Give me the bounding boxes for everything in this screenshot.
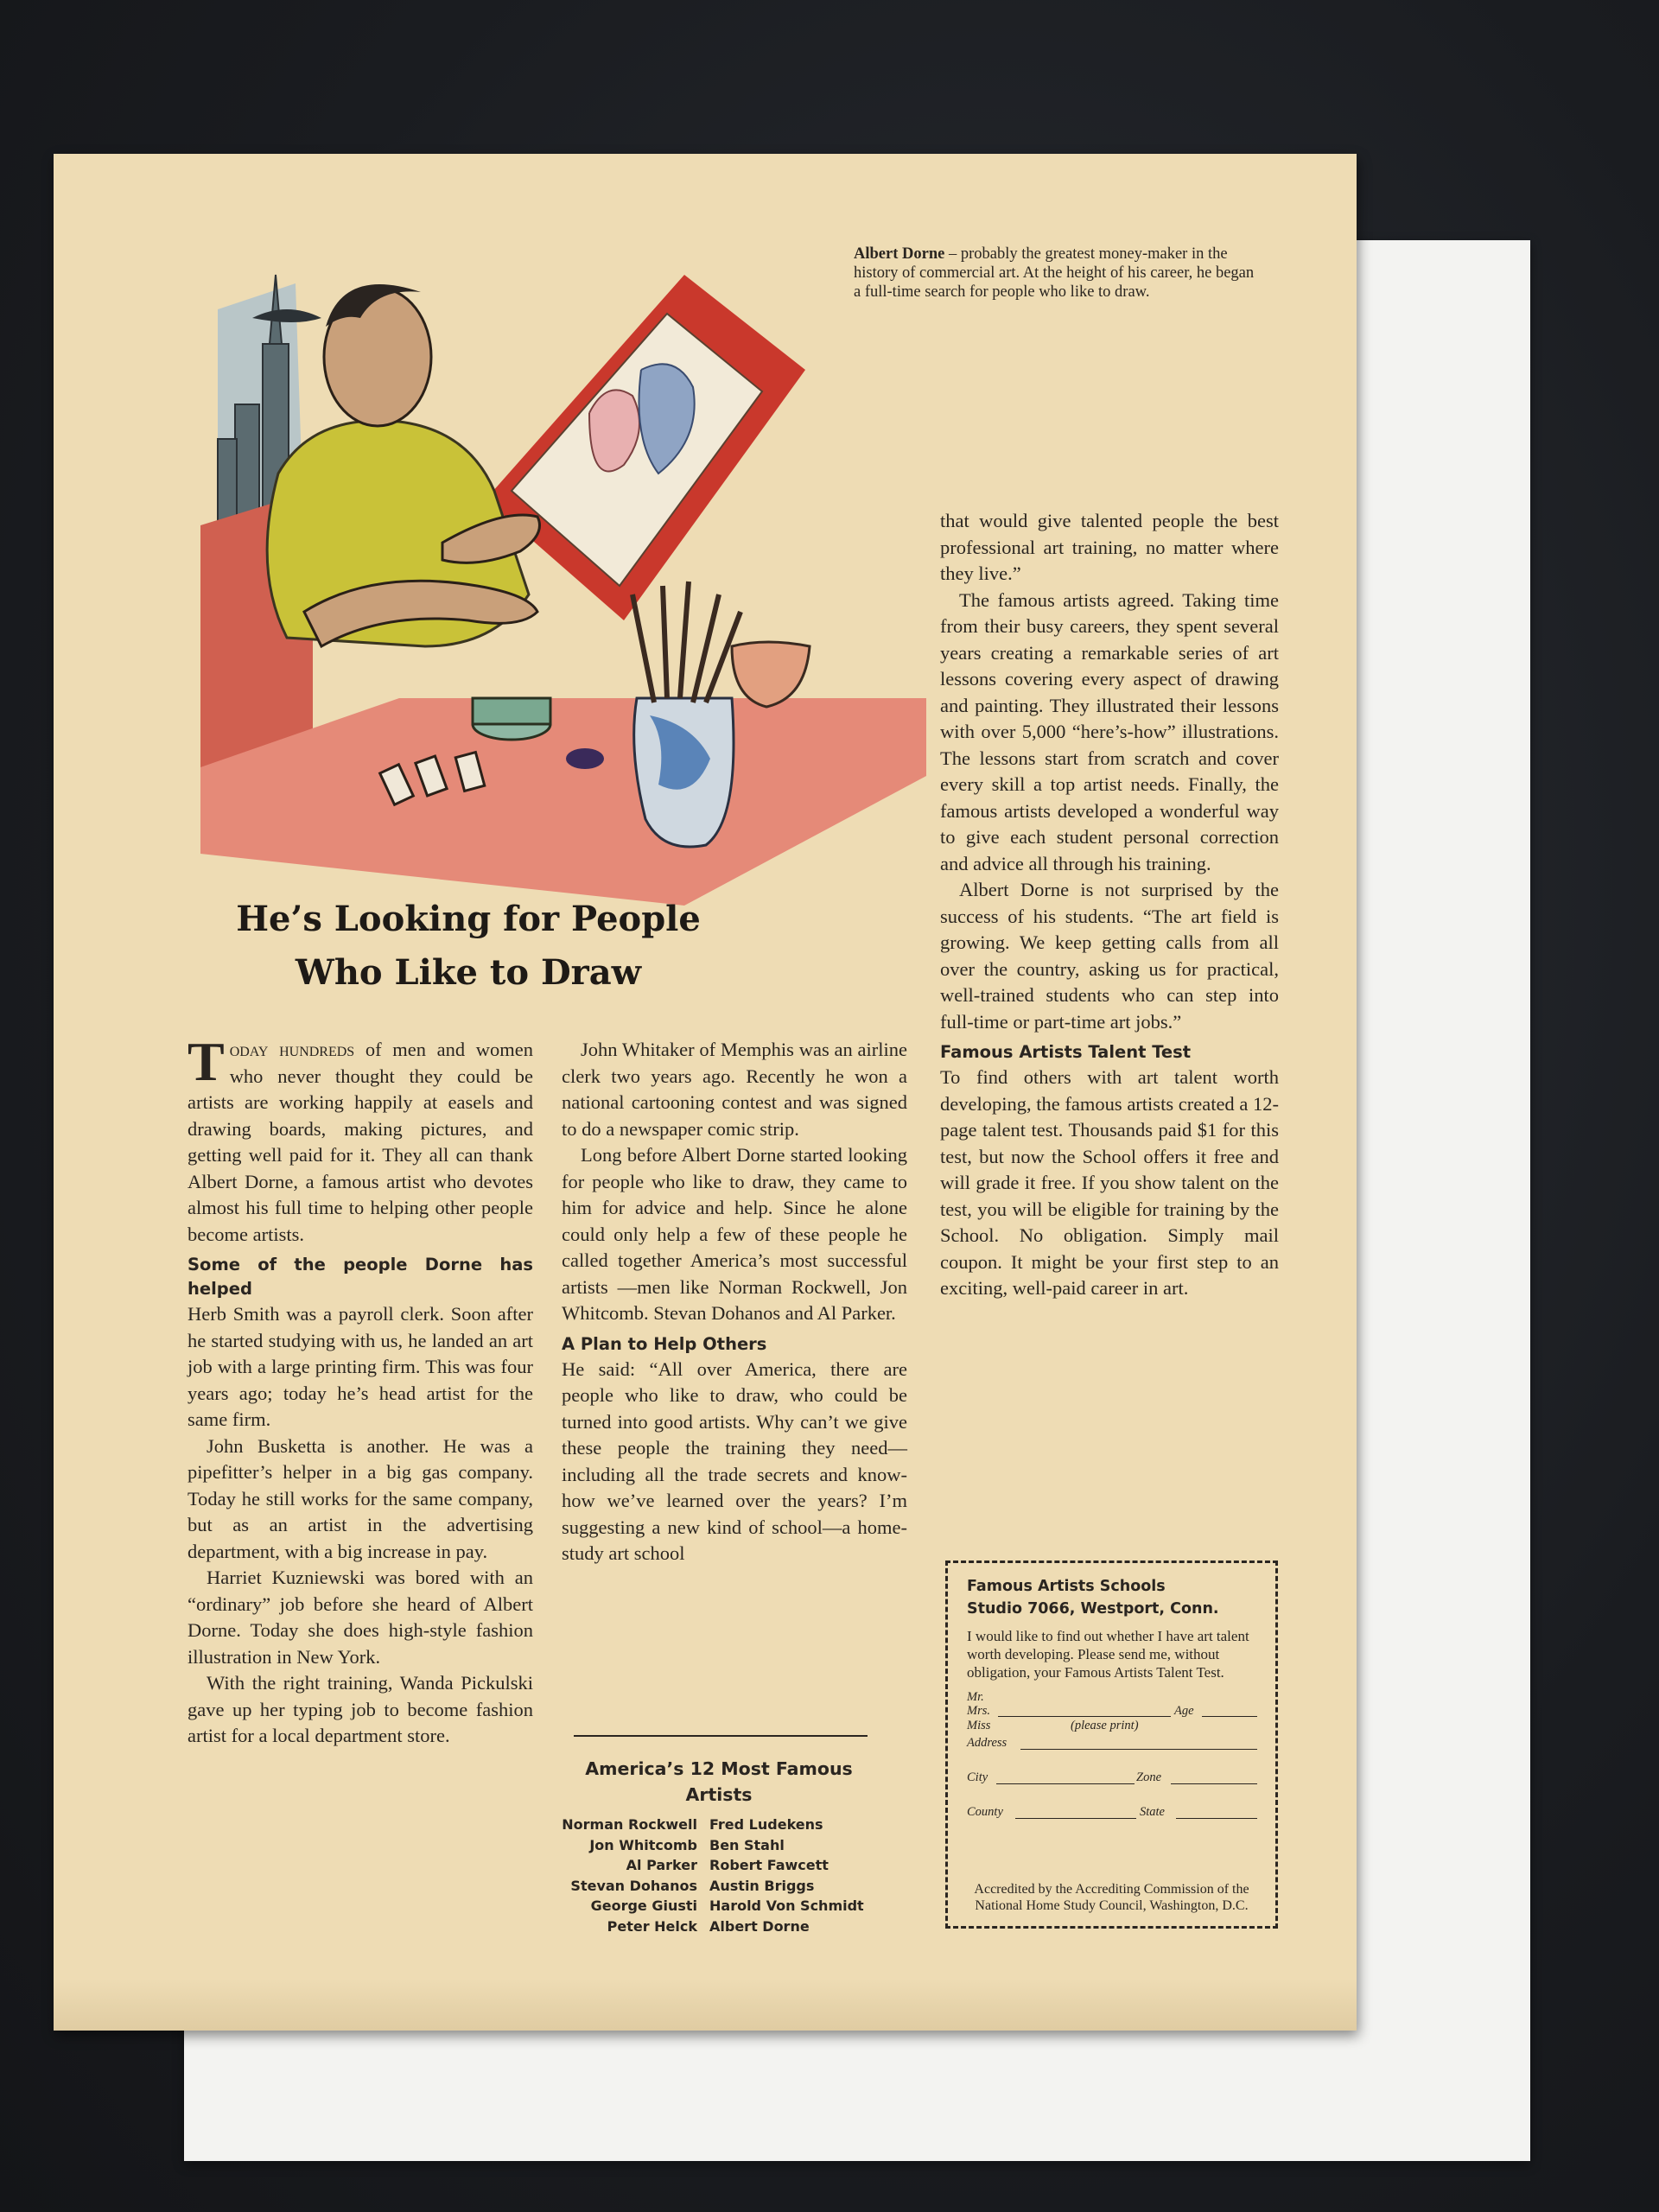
paragraph: To find others with art talent worth developing, the famous artists created a 12-page talent test. Thousands paid $1 for this test, but now the School offers it free and will grade it free. If you show talent on the test, you will be eligible for training by the School. No obligation. Simply mail coupon. It might be your first step to an exciting, well-paid career in art. xyxy=(940,1066,1279,1299)
artists-row xyxy=(533,1916,913,1937)
artist-name: Al Parker xyxy=(626,1857,697,1873)
miss-label: Miss xyxy=(967,1719,991,1732)
section-heading: Some of the people Dorne has helped xyxy=(188,1255,533,1299)
accreditation-text: Accredited by the Accrediting Commission of the National Home Study Council, Washington, D.C. xyxy=(974,1882,1249,1913)
caption-text: – probably the greatest money-maker in the history of commercial art. At the height of his career, he began a full-time search for people who like to draw. xyxy=(854,245,1255,301)
coupon-fields xyxy=(967,1690,1256,1821)
artist-name: Harold Von Schmidt xyxy=(709,1897,864,1914)
divider-rule xyxy=(574,1735,868,1737)
address-label: Address xyxy=(967,1736,1007,1750)
mail-coupon[interactable] xyxy=(945,1560,1278,1929)
comic-back-cover-page xyxy=(54,154,1357,2031)
artists-row xyxy=(533,1855,913,1876)
paragraph: Albert Dorne is not surprised by the success of his students. “The art field is growing. We keep getting calls from all over the country, asking us for practical, well-trained students who can step into full-time or part-time art jobs.” xyxy=(940,879,1279,1033)
artist-name: Ben Stahl xyxy=(709,1836,785,1853)
lead-smallcaps: oday hundreds xyxy=(229,1039,355,1060)
text-column-3 xyxy=(940,508,1279,1302)
please-print-label: (please print) xyxy=(1071,1719,1139,1732)
paragraph: He said: “All over America, there are people who like to draw, who could be turned into good artists. Why can’t we give these people the training they need—including all the trade secrets and know-how we’ve learned over the years? I’m suggesting a new kind of school—a home-study art school xyxy=(562,1357,907,1564)
address-field[interactable] xyxy=(967,1733,1256,1752)
paragraph: Long before Albert Dorne started looking for people who like to draw, they came to him for advice and help. Since he alone could only help a few of these people he called together America’s most successful artists —men like Norman Rockwell, Jon Whitcomb. Stevan Dohanos and Al Parker. xyxy=(562,1144,907,1324)
paragraph: With the right training, Wanda Pickulski gave up her typing job to become fashion artist for a local department store. xyxy=(188,1672,533,1746)
headline-line-1: He’s Looking for People xyxy=(236,899,701,939)
paragraph: Herb Smith was a payroll clerk. Soon after he started studying with us, he landed an art job with a large printing firm. This was four years ago; today he’s head artist for the same firm. xyxy=(188,1303,533,1430)
zone-label: Zone xyxy=(1136,1770,1161,1784)
artist-name: Robert Fawcett xyxy=(709,1857,829,1873)
text-column-2 xyxy=(562,1037,907,1567)
artist-name: Fred Ludekens xyxy=(709,1816,823,1833)
artists-row xyxy=(533,1896,913,1916)
paragraph: Harriet Kuzniewski was bored with an “ordinary” job before she heard of Albert Dorne. Today she does high-style fashion illustration in New York. xyxy=(188,1567,533,1668)
headline-line-2: Who Like to Draw xyxy=(295,952,642,993)
paragraph: John Whitaker of Memphis was an airline clerk two years ago. Recently he won a national cartooning contest and was signed to do a newspaper comic strip. xyxy=(562,1039,907,1140)
headline xyxy=(183,893,753,1000)
artist-name: Jon Whitcomb xyxy=(589,1836,697,1853)
artist-name: Albert Dorne xyxy=(709,1917,810,1935)
caption-name: Albert Dorne xyxy=(854,245,945,263)
artists-row xyxy=(533,1815,913,1835)
state-label: State xyxy=(1140,1805,1165,1819)
county-label: County xyxy=(967,1805,1003,1819)
coupon-studio-address: Studio 7066, Westport, Conn. xyxy=(967,1600,1219,1618)
paragraph: of men and women who never thought they could be artists are working happily at easels and drawing boards, making pictures, and getting well paid for it. They all can thank Albert Dorne, a famous artist who devotes almost his full time to helping other people become artists. xyxy=(188,1039,533,1245)
name-field[interactable] xyxy=(967,1704,1256,1718)
artist-name: George Giusti xyxy=(590,1897,697,1914)
miss-field[interactable] xyxy=(967,1718,1256,1733)
paragraph: that would give talented people the best professional art training, no matter where they live.” xyxy=(940,510,1279,584)
artist-name: Stevan Dohanos xyxy=(570,1877,697,1894)
text-column-1 xyxy=(188,1031,533,1750)
city-label: City xyxy=(967,1770,988,1784)
paragraph: The famous artists agreed. Taking time from their busy careers, they spent several years creating a remarkable series of art lessons covering every aspect of drawing and painting. They illustrated their lessons with over 5,000 “here’s-how” illustrations. The lessons start from scratch and cover every skill a top artist needs. Finally, the famous artists developed a wonderful way to give each student personal correction and advice all through his training. xyxy=(940,588,1279,874)
age-label: Age xyxy=(1174,1704,1194,1718)
mr-label: Mr. xyxy=(967,1690,984,1704)
title-field[interactable] xyxy=(967,1690,1256,1704)
paragraph: John Busketta is another. He was a pipefitter’s helper in a big gas company. Today he still works for the same company, but as an artist in the advertising department, with a big increase in pay. xyxy=(188,1434,533,1562)
coupon-school-name: Famous Artists Schools xyxy=(967,1578,1166,1595)
artists-list xyxy=(533,1815,913,1936)
coupon-request-text: I would like to find out whether I have art talent worth developing. Please send me, without obligation, your Famous Artists Talent Test. xyxy=(967,1628,1249,1681)
mrs-label: Mrs. xyxy=(967,1704,990,1718)
artists-row xyxy=(533,1835,913,1856)
illustration-caption xyxy=(854,245,1260,302)
artists-list-title: America’s 12 Most Famous Artists xyxy=(585,1758,853,1805)
artist-illustration xyxy=(200,214,926,906)
drop-cap: T xyxy=(188,1031,225,1092)
city-zone-field[interactable] xyxy=(967,1768,1256,1787)
artist-name: Austin Briggs xyxy=(709,1877,815,1894)
county-state-field[interactable] xyxy=(967,1802,1256,1821)
section-heading: Famous Artists Talent Test xyxy=(940,1042,1192,1062)
artists-row xyxy=(533,1876,913,1897)
section-heading: A Plan to Help Others xyxy=(562,1333,767,1354)
artist-name: Peter Helck xyxy=(607,1917,697,1935)
artist-name: Norman Rockwell xyxy=(562,1816,697,1833)
